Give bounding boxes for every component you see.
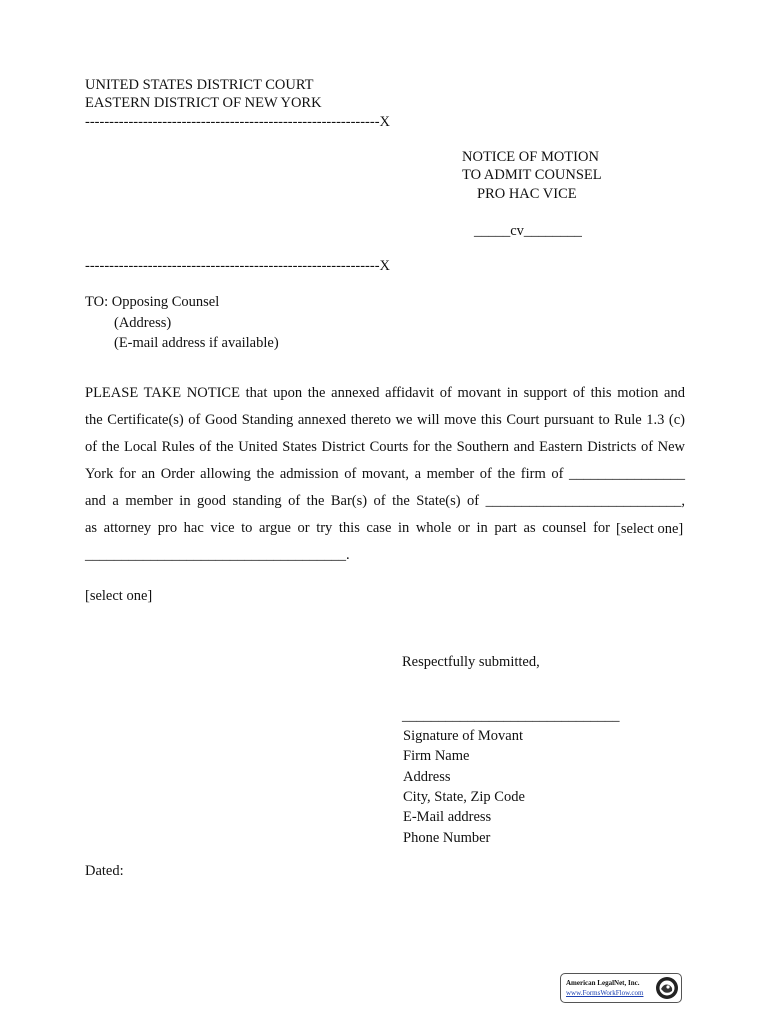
body-line-5: and a member in good standing of the Bar(s) of the State(s) of ___________________________,	[85, 493, 685, 509]
badge-url-link[interactable]: www.FormsWorkFlow.com	[566, 989, 644, 997]
body-line-7[interactable]: ____________________________________.	[85, 547, 350, 563]
body-line-4: York for an Order allowing the admission of movant, a member of the firm of ________________	[85, 466, 685, 482]
to-address: (Address)	[114, 315, 172, 331]
american-legalnet-badge[interactable]	[560, 973, 682, 1003]
signature-of-movant: Signature of Movant	[403, 728, 524, 744]
movant-address: Address	[403, 769, 451, 785]
document-title-line3: PRO HAC VICE	[477, 186, 577, 202]
phone-number: Phone Number	[403, 830, 491, 846]
caption-divider-bottom: -------------------------------------------------------------X	[85, 258, 391, 274]
email-address: E-Mail address	[403, 809, 492, 825]
legalnet-logo-icon	[655, 976, 679, 1000]
second-select-one[interactable]: [select one]	[85, 588, 153, 604]
counsel-for-select[interactable]: [select one]	[616, 521, 684, 537]
to-opposing-counsel: TO: Opposing Counsel	[85, 294, 220, 310]
dated-label: Dated:	[85, 863, 124, 879]
signature-line[interactable]: ______________________________	[402, 708, 620, 724]
body-line-6: as attorney pro hac vice to argue or try this case in whole or in part as counsel for	[85, 520, 610, 536]
body-line-2: the Certificate(s) of Good Standing annexed thereto we will move this Court pursuant to Rule 1.3 (c)	[85, 412, 685, 428]
body-line-3: of the Local Rules of the United States District Courts for the Southern and Eastern Districts of New	[85, 439, 685, 455]
notice-paragraph	[85, 384, 685, 519]
body-line-1: PLEASE TAKE NOTICE that upon the annexed affidavit of movant in support of this motion and	[85, 385, 685, 401]
document-title-line1: NOTICE OF MOTION	[462, 149, 599, 165]
badge-brand: American LegalNet, Inc.	[566, 979, 640, 987]
document-title-line2: TO ADMIT COUNSEL	[462, 167, 602, 183]
court-name-line2: EASTERN DISTRICT OF NEW YORK	[85, 95, 322, 111]
closing-respectfully-submitted: Respectfully submitted,	[402, 654, 540, 670]
to-email: (E-mail address if available)	[114, 335, 279, 351]
case-number-field[interactable]: _____cv________	[474, 223, 582, 239]
city-state-zip: City, State, Zip Code	[403, 789, 525, 805]
court-name-line1: UNITED STATES DISTRICT COURT	[85, 77, 314, 93]
firm-name: Firm Name	[403, 748, 470, 764]
caption-divider-top: -------------------------------------------------------------X	[85, 114, 391, 130]
